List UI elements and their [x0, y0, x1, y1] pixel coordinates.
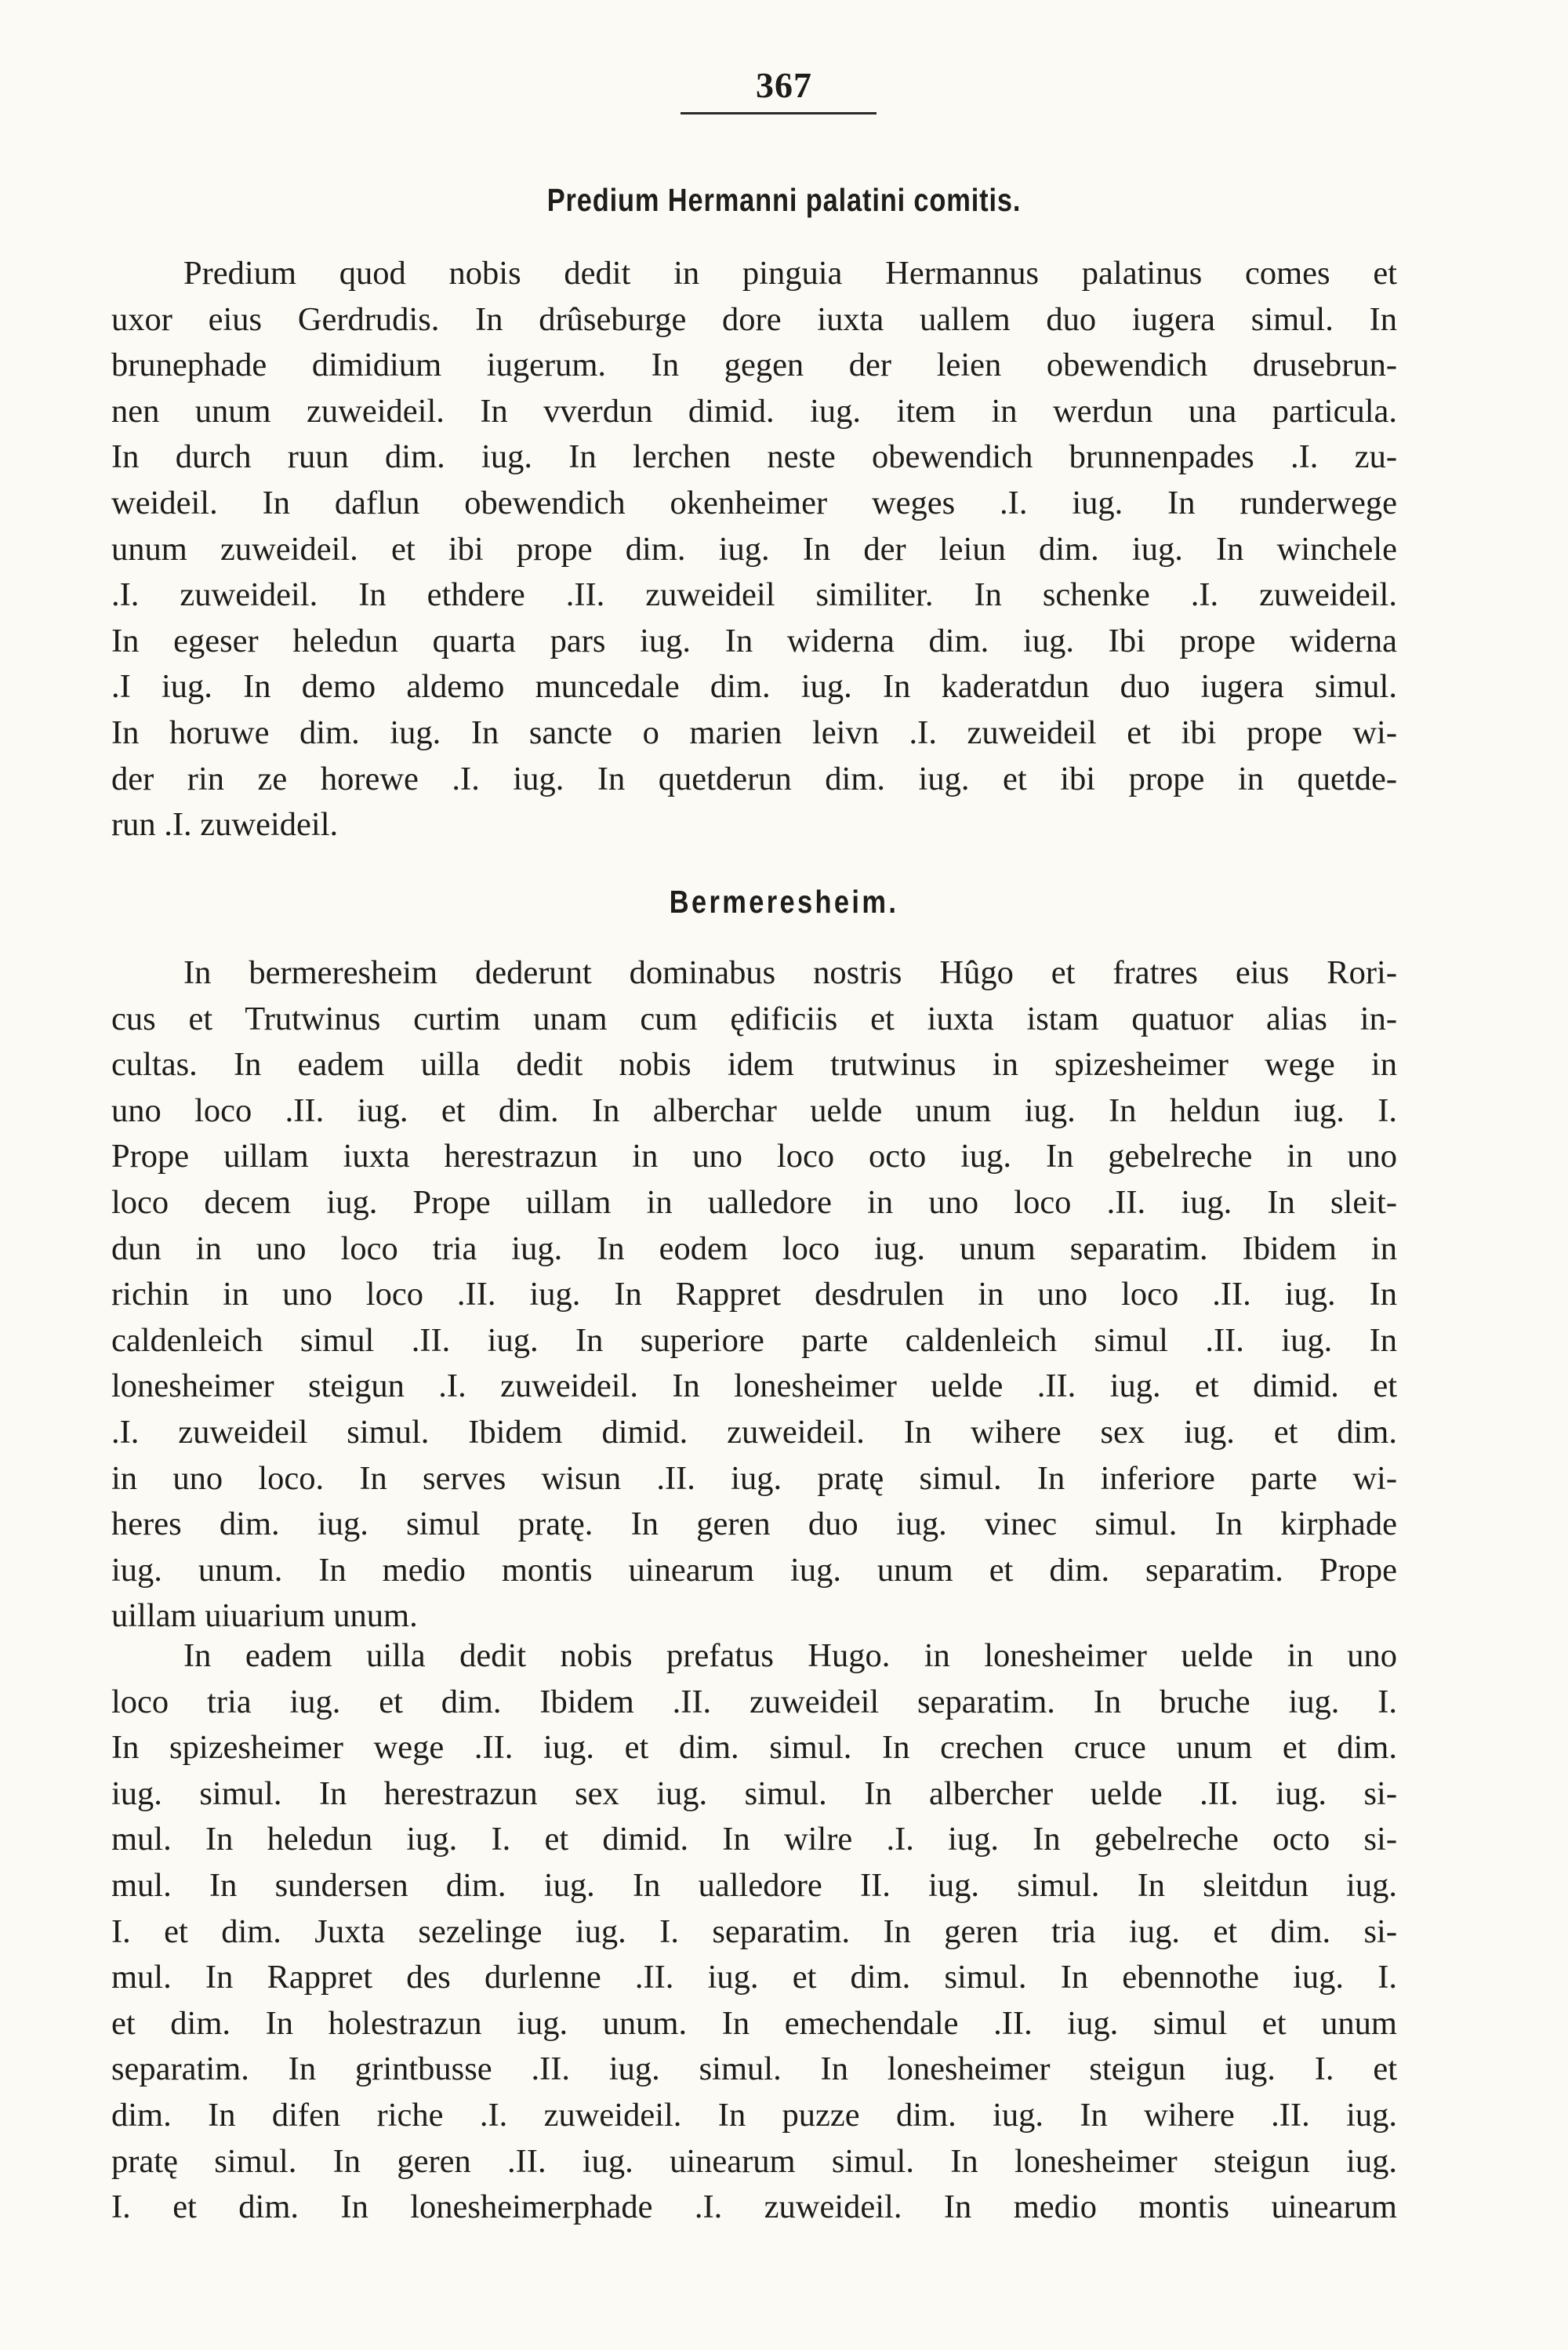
- paragraph-bermeresheim-1: [111, 950, 1397, 1640]
- text-line: separatim. In grintbusse .II. iug. simul. In lonesheimer steigun iug. I. et: [111, 2050, 1397, 2088]
- text-line: dim. In difen riche .I. zuweideil. In puzze dim. iug. In wihere .II. iug.: [111, 2096, 1397, 2134]
- paragraph-predium: [111, 251, 1397, 848]
- section-heading-bermeresheim: Bermeresheim.: [669, 884, 899, 920]
- text-line: in uno loco. In serves wisun .II. iug. pratę simul. In inferiore parte wi-: [111, 1459, 1397, 1497]
- text-line: iug. unum. In medio montis uinearum iug. unum et dim. separatim. Prope: [111, 1551, 1397, 1589]
- paragraph-bermeresheim-2: [111, 1633, 1397, 2231]
- text-line: lonesheimer steigun .I. zuweideil. In lonesheimer uelde .II. iug. et dimid. et: [111, 1368, 1397, 1405]
- text-line: richin in uno loco .II. iug. In Rappret desdrulen in uno loco .II. iug. In: [111, 1276, 1397, 1313]
- text-line: unum zuweideil. et ibi prope dim. iug. In der leiun dim. iug. In winchele: [111, 530, 1397, 568]
- text-line: mul. In sundersen dim. iug. In ualledore II. iug. simul. In sleitdun iug.: [111, 1866, 1397, 1904]
- text-line: In eadem uilla dedit nobis prefatus Hugo. in lonesheimer uelde in uno: [183, 1637, 1397, 1674]
- text-line: run .I. zuweideil.: [111, 806, 339, 844]
- text-line: cultas. In eadem uilla dedit nobis idem trutwinus in spizesheimer wege in: [111, 1046, 1397, 1084]
- text-line: mul. In Rappret des durlenne .II. iug. et dim. simul. In ebennothe iug. I.: [111, 1959, 1397, 1996]
- text-line: brunephade dimidium iugerum. In gegen der leien obewendich drusebrun-: [111, 347, 1397, 384]
- text-line: loco decem iug. Prope uillam in ualledore in uno loco .II. iug. In sleit-: [111, 1183, 1397, 1221]
- text-line: Prope uillam iuxta herestrazun in uno loco octo iug. In gebelreche in uno: [111, 1138, 1397, 1175]
- text-line: dun in uno loco tria iug. In eodem loco iug. unum separatim. Ibidem in: [111, 1229, 1397, 1267]
- text-line: uxor eius Gerdrudis. In drûseburge dore iuxta uallem duo iugera simul. In: [111, 300, 1397, 338]
- text-line: iug. simul. In herestrazun sex iug. simul. In albercher uelde .II. iug. si-: [111, 1774, 1397, 1812]
- text-line: der rin ze horewe .I. iug. In quetderun dim. iug. et ibi prope in quetde-: [111, 760, 1397, 797]
- section-heading-predium: Predium Hermanni palatini comitis.: [546, 182, 1022, 218]
- text-line: In egeser heledun quarta pars iug. In widerna dim. iug. Ibi prope widerna: [111, 622, 1397, 659]
- text-line: caldenleich simul .II. iug. In superiore parte caldenleich simul .II. iug. In: [111, 1321, 1397, 1359]
- text-line: In bermeresheim dederunt dominabus nostris Hûgo et fratres eius Rori-: [183, 954, 1397, 991]
- text-line: uno loco .II. iug. et dim. In alberchar uelde unum iug. In heldun iug. I.: [111, 1091, 1397, 1129]
- page-number-rule: [681, 112, 877, 114]
- text-line: I. et dim. Juxta sezelinge iug. I. separatim. In geren tria iug. et dim. si-: [111, 1912, 1397, 1950]
- text-line: Predium quod nobis dedit in pinguia Hermannus palatinus comes et: [183, 255, 1397, 292]
- text-line: weideil. In daflun obewendich okenheimer weges .I. iug. In runderwege: [111, 484, 1397, 521]
- text-line: In horuwe dim. iug. In sancte o marien leivn .I. zuweideil et ibi prope wi-: [111, 714, 1397, 751]
- text-line: .I. zuweideil. In ethdere .II. zuweideil similiter. In schenke .I. zuweideil.: [111, 576, 1397, 614]
- text-line: In durch ruun dim. iug. In lerchen neste obewendich brunnenpades .I. zu-: [111, 438, 1397, 476]
- text-line: loco tria iug. et dim. Ibidem .II. zuweideil separatim. In bruche iug. I.: [111, 1683, 1397, 1720]
- text-line: .I. zuweideil simul. Ibidem dimid. zuweideil. In wihere sex iug. et dim.: [111, 1413, 1397, 1451]
- text-line: nen unum zuweideil. In vverdun dimid. iug. item in werdun una particula.: [111, 392, 1397, 430]
- text-line: mul. In heledun iug. I. et dimid. In wilre .I. iug. In gebelreche octo si-: [111, 1821, 1397, 1858]
- text-line: pratę simul. In geren .II. iug. uinearum simul. In lonesheimer steigun iug.: [111, 2142, 1397, 2180]
- text-line: .I iug. In demo aldemo muncedale dim. iug. In kaderatdun duo iugera simul.: [111, 668, 1397, 706]
- text-line: uillam uiuarium unum.: [111, 1597, 418, 1635]
- page-number: 367: [756, 65, 812, 105]
- text-line: cus et Trutwinus curtim unam cum ędificiis et iuxta istam quatuor alias in-: [111, 1000, 1397, 1037]
- text-line: heres dim. iug. simul pratę. In geren duo iug. vinec simul. In kirphade: [111, 1506, 1397, 1543]
- text-line: I. et dim. In lonesheimerphade .I. zuweideil. In medio montis uinearum: [111, 2188, 1397, 2226]
- text-line: et dim. In holestrazun iug. unum. In emechendale .II. iug. simul et unum: [111, 2004, 1397, 2042]
- text-line: In spizesheimer wege .II. iug. et dim. simul. In crechen cruce unum et dim.: [111, 1729, 1397, 1767]
